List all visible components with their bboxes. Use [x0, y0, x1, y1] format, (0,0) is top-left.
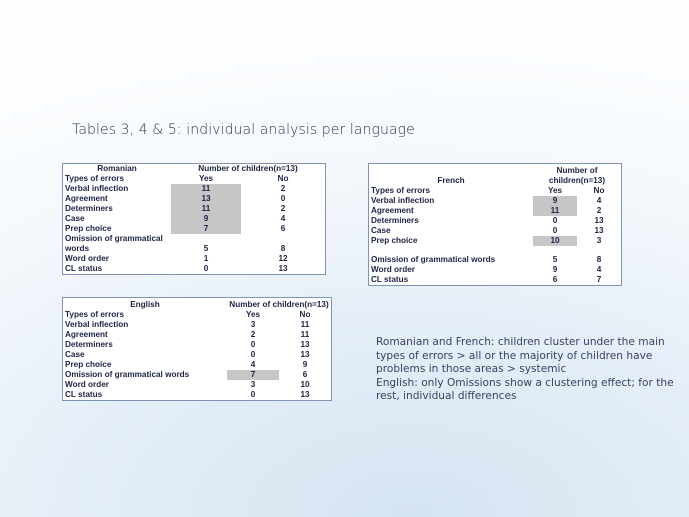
- no-cell: 13: [278, 264, 288, 273]
- yes-cell: 0: [552, 216, 558, 225]
- table-group-header: Number of children(n=13): [198, 164, 298, 173]
- table-row: [63, 254, 326, 264]
- yes-cell: 5: [203, 244, 209, 253]
- row-label: Prep choice: [65, 224, 112, 233]
- row-label: Case: [65, 214, 85, 223]
- yes-cell: 7: [171, 224, 241, 234]
- no-header: No: [593, 186, 605, 195]
- table-row: [63, 360, 332, 370]
- yes-cell: 9: [552, 265, 558, 274]
- yes-cell: 11: [171, 184, 241, 194]
- yes-header: Yes: [245, 310, 261, 319]
- no-header: No: [299, 310, 311, 319]
- no-cell: 6: [280, 224, 286, 233]
- no-cell: 4: [596, 196, 602, 205]
- row-label: Omission of grammatical words: [65, 234, 163, 253]
- no-cell: 2: [280, 184, 286, 193]
- yes-cell: 11: [171, 204, 241, 214]
- table-group-header: Number of children(n=13): [548, 166, 606, 185]
- no-cell: 13: [594, 216, 604, 225]
- types-of-errors-label: Types of errors: [65, 174, 124, 183]
- no-cell: 7: [596, 275, 602, 284]
- slide-title: Tables 3, 4 & 5: individual analysis per language: [72, 122, 415, 138]
- row-label: Word order: [65, 254, 109, 263]
- no-cell: 8: [280, 244, 286, 253]
- no-cell: 12: [278, 254, 288, 263]
- row-label: Word order: [65, 380, 109, 389]
- table-row: [369, 226, 622, 236]
- yes-cell: 1: [203, 254, 209, 263]
- yes-cell: 3: [250, 320, 256, 329]
- no-cell: 3: [596, 236, 602, 245]
- french-table: [368, 163, 622, 286]
- no-cell: 2: [280, 204, 286, 213]
- row-label: CL status: [65, 264, 103, 273]
- table-row: [63, 380, 332, 390]
- table-language-header: English: [130, 300, 160, 309]
- row-label: Verbal inflection: [65, 320, 129, 329]
- no-cell: 13: [300, 350, 310, 359]
- yes-cell: 2: [250, 330, 256, 339]
- no-cell: 0: [280, 194, 286, 203]
- row-label: Prep choice: [65, 360, 112, 369]
- table-row: [63, 184, 326, 194]
- table-row: [63, 350, 332, 360]
- yes-header: Yes: [547, 186, 563, 195]
- yes-cell: 7: [227, 370, 279, 380]
- yes-cell: 0: [203, 264, 209, 273]
- types-of-errors-label: Types of errors: [65, 310, 124, 319]
- table-group-header: Number of children(n=13): [229, 300, 329, 309]
- table-row: [63, 330, 332, 340]
- row-label: Omission of grammatical words: [65, 370, 190, 379]
- row-label: Agreement: [65, 330, 108, 339]
- yes-header: Yes: [198, 174, 214, 183]
- row-label: Word order: [371, 265, 415, 274]
- yes-cell: 11: [533, 206, 577, 216]
- no-cell: 4: [280, 214, 286, 223]
- table-row: [63, 320, 332, 330]
- yes-cell: 6: [552, 275, 558, 284]
- table-row: [63, 340, 332, 350]
- row-label: Verbal inflection: [371, 196, 435, 205]
- no-header: No: [277, 174, 289, 183]
- no-cell: 10: [300, 380, 310, 389]
- table-language-header: Romanian: [97, 164, 137, 173]
- table-row: [63, 234, 326, 254]
- summary-notes: [376, 336, 676, 404]
- table-language-header: French: [437, 176, 465, 185]
- table-row: [63, 370, 332, 380]
- table-row: [63, 264, 326, 275]
- table-row: [369, 265, 622, 275]
- no-cell: 13: [594, 226, 604, 235]
- romanian-table: [62, 163, 326, 275]
- row-label: CL status: [65, 390, 103, 399]
- no-cell: 2: [596, 206, 602, 215]
- table-row: [369, 196, 622, 206]
- yes-cell: 9: [533, 196, 577, 206]
- table-row: [63, 214, 326, 224]
- row-label: Determiners: [371, 216, 419, 225]
- no-cell: 13: [300, 340, 310, 349]
- no-cell: 6: [302, 370, 308, 379]
- yes-cell: 10: [533, 236, 577, 246]
- yes-cell: 13: [171, 194, 241, 204]
- row-label: Prep choice: [371, 236, 418, 245]
- table-row: [63, 224, 326, 234]
- no-cell: 13: [300, 390, 310, 399]
- row-label: Case: [65, 350, 85, 359]
- yes-cell: 5: [552, 255, 558, 264]
- row-label: Agreement: [65, 194, 108, 203]
- yes-cell: 0: [250, 390, 256, 399]
- row-label: Agreement: [371, 206, 414, 215]
- row-label: Case: [371, 226, 391, 235]
- no-cell: 8: [596, 255, 602, 264]
- table-row: [63, 194, 326, 204]
- no-cell: 11: [300, 320, 310, 329]
- yes-cell: 3: [250, 380, 256, 389]
- row-label: Omission of grammatical words: [371, 255, 496, 264]
- note-english: English: only Omissions show a clustering effect; for the rest, individual differences: [376, 376, 674, 403]
- row-label: Determiners: [65, 204, 113, 213]
- yes-cell: 0: [250, 340, 256, 349]
- yes-cell: 0: [250, 350, 256, 359]
- row-label: Determiners: [65, 340, 113, 349]
- english-table: [62, 297, 332, 401]
- no-cell: 4: [596, 265, 602, 274]
- table-row: [369, 246, 622, 265]
- row-label: CL status: [371, 275, 409, 284]
- table-row: [369, 216, 622, 226]
- table-row: [63, 390, 332, 401]
- table-row: [369, 206, 622, 216]
- no-cell: 11: [300, 330, 310, 339]
- table-row: [63, 204, 326, 214]
- yes-cell: 4: [250, 360, 256, 369]
- types-of-errors-label: Types of errors: [371, 186, 430, 195]
- note-romanian-french: Romanian and French: children cluster under the main types of errors > all or the majority of children have problems in those areas > systemic: [376, 336, 665, 376]
- no-cell: 9: [302, 360, 308, 369]
- table-row: [369, 275, 622, 286]
- yes-cell: 0: [552, 226, 558, 235]
- table-row: [369, 236, 622, 246]
- row-label: Verbal inflection: [65, 184, 129, 193]
- yes-cell: 9: [171, 214, 241, 224]
